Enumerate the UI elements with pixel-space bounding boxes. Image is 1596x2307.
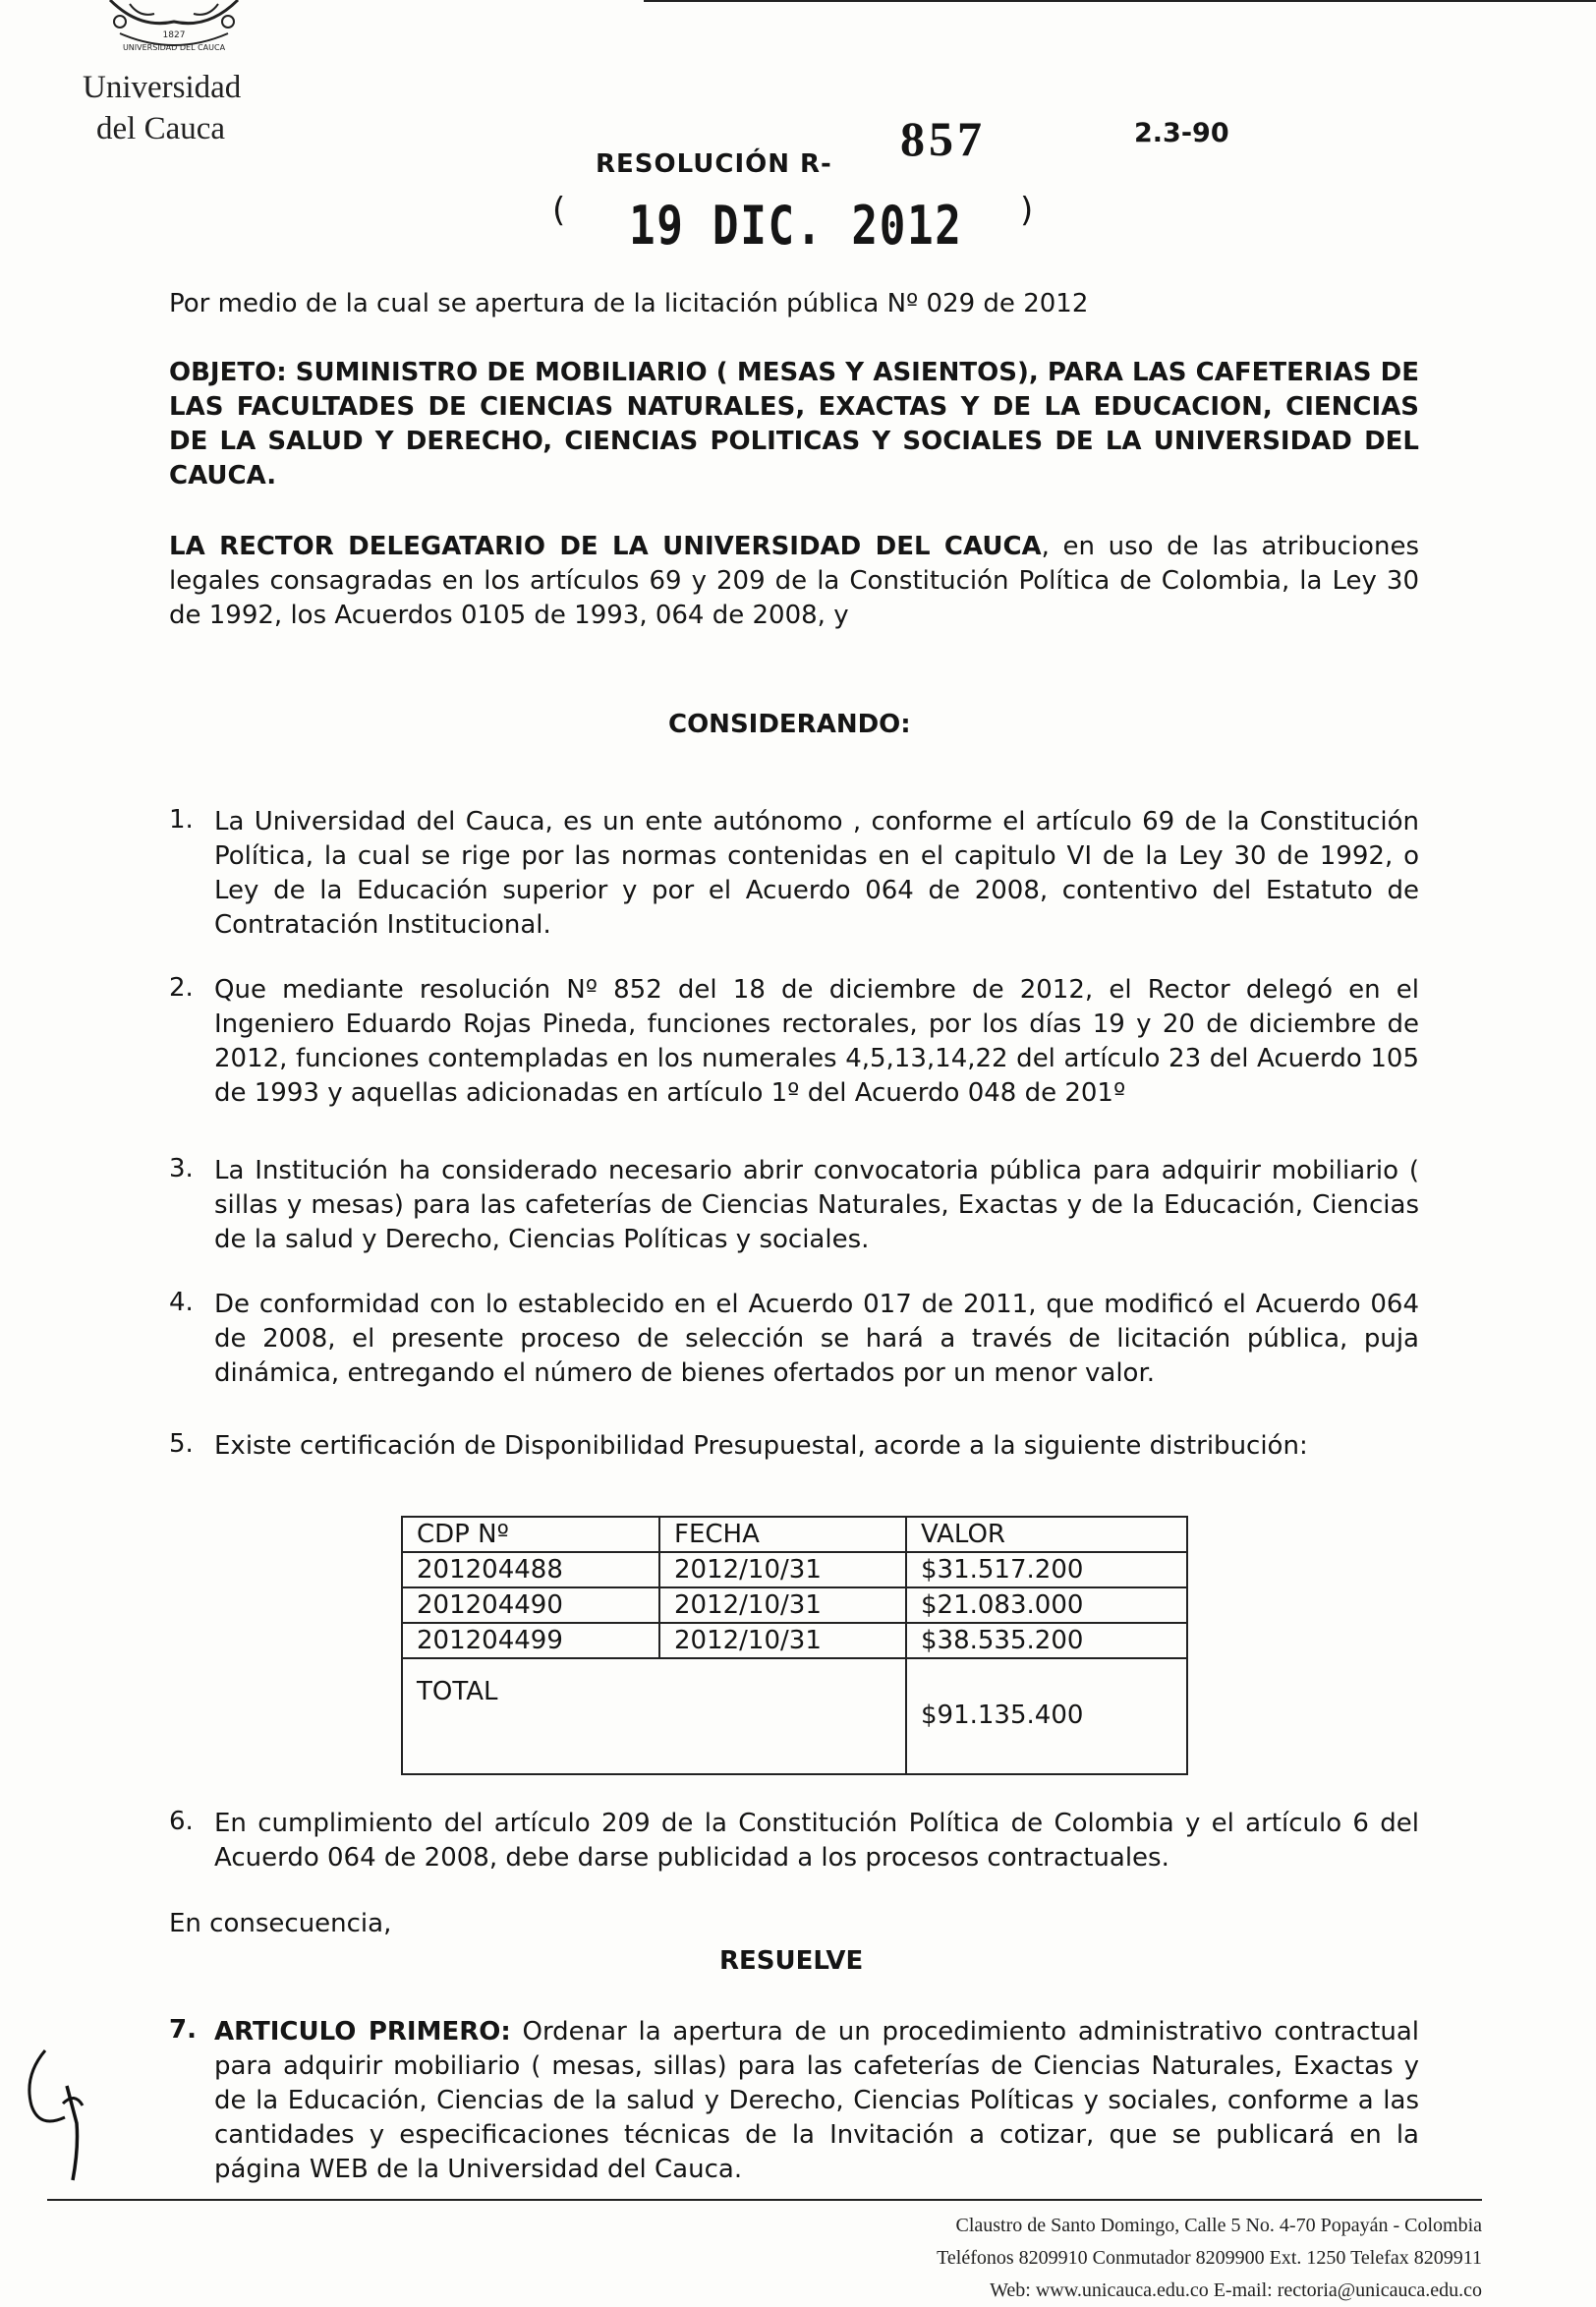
footer-address: Claustro de Santo Domingo, Calle 5 No. 4-70 Popayán - Colombia [955, 2215, 1482, 2236]
table-cell: 2012/10/31 [659, 1587, 906, 1623]
table-total-value: $91.135.400 [906, 1658, 1187, 1774]
header-rule [644, 0, 1596, 2]
considerando-5-number: 5. [169, 1429, 194, 1459]
paren-open: ( [552, 191, 566, 230]
table-cell: 2012/10/31 [659, 1552, 906, 1587]
table-row [402, 1552, 1187, 1587]
considerando-2-number: 2. [169, 973, 194, 1003]
considerando-2-text: Que mediante resolución Nº 852 del 18 de diciembre de 2012, el Rector delegó en el Ingeniero Eduardo Rojas Pineda, funciones rectorales, por los días 19 y 20 de diciembre de 2012, funciones contempladas en los numerales 4,5,13,14,22 del artículo 23 del Acuerdo 105 de 1993 y aquellas adicionadas en artículo 1º del Acuerdo 048 de 201º [214, 975, 1419, 1108]
considerando-4-number: 4. [169, 1288, 194, 1317]
objeto-paragraph: OBJETO: SUMINISTRO DE MOBILIARIO ( MESAS Y ASIENTOS), PARA LAS CAFETERIAS DE LAS FACULTADES DE CIENCIAS NATURALES, EXACTAS Y DE LA EDUCACION, CIENCIAS DE LA SALUD Y DERECHO, CIENCIAS POLITICAS Y SOCIALES DE LA UNIVERSIDAD DEL CAUCA. [169, 358, 1419, 490]
footer-phones: Teléfonos 8209910 Conmutador 8209900 Ext. 1250 Telefax 8209911 [937, 2247, 1482, 2269]
table-header-row [402, 1517, 1187, 1552]
svg-text:1827: 1827 [162, 30, 186, 40]
rector-paragraph [169, 530, 1419, 633]
footer-rule [47, 2199, 1482, 2201]
table-total-label: TOTAL [402, 1658, 906, 1774]
resolution-number: 857 [900, 111, 986, 166]
paren-close: ) [1020, 191, 1034, 230]
university-name [83, 67, 241, 149]
considerando-6-number: 6. [169, 1807, 194, 1836]
table-cell: 201204490 [402, 1587, 659, 1623]
rector-text: , en uso de las atribuciones legales consagradas en los artículos 69 y 209 de la Constitución Política de Colombia, la Ley 30 de 1992, los Acuerdos 0105 de 1993, 064 de 2008, y [169, 532, 1419, 630]
svg-text:UNIVERSIDAD DEL CAUCA: UNIVERSIDAD DEL CAUCA [122, 43, 226, 52]
university-seal-logo [81, 0, 267, 57]
footer-web-email: Web: www.unicauca.edu.co E-mail: rectoria@unicauca.edu.co [990, 2279, 1482, 2301]
cdp-table [401, 1516, 1188, 1775]
date-stamp: 19 DIC. 2012 [629, 195, 963, 257]
university-name-line1: Universidad [83, 70, 242, 105]
rector-title: LA RECTOR DELEGATARIO DE LA UNIVERSIDAD DEL CAUCA [169, 532, 1042, 561]
table-cell: 201204488 [402, 1552, 659, 1587]
considerando-5-text: Existe certificación de Disponibilidad Presupuestal, acorde a la siguiente distribución: [214, 1431, 1308, 1461]
table-total-row [402, 1658, 1187, 1774]
handwritten-initial-mark [18, 2047, 96, 2184]
table-header-cell: FECHA [659, 1517, 906, 1552]
resolution-label: RESOLUCIÓN R- [596, 149, 832, 179]
table-cell: $31.517.200 [906, 1552, 1187, 1587]
table-cell: 201204499 [402, 1623, 659, 1658]
articulo-primero-body: Ordenar la apertura de un procedimiento administrativo contractual para adquirir mobiliario ( mesas, sillas) para las cafeterías de Ciencias Naturales, Exactas y de la Educación, Ciencias de la salud y Derecho, Ciencias Políticas y sociales, conforme a las cantidades y especificaciones técnicas de la Invitación a cotizar, que se publicará en la página WEB de la Universidad del Cauca. [214, 2017, 1419, 2184]
articulo-primero-title: ARTICULO PRIMERO: [214, 2017, 511, 2047]
table-cell: $38.535.200 [906, 1623, 1187, 1658]
articulo-primero-number: 7. [169, 2015, 197, 2045]
footer-contact [629, 2210, 1482, 2307]
considerando-4-text: De conformidad con lo establecido en el Acuerdo 017 de 2011, que modificó el Acuerdo 064 de 2008, el presente proceso de selección se hará a través de licitación pública, puja dinámica, entregando el número de bienes ofertados por un menor valor. [214, 1290, 1419, 1388]
considerando-3-text: La Institución ha considerado necesario abrir convocatoria pública para adquirir mobiliario ( sillas y mesas) para las cafeterías de Ciencias Naturales, Exactas y de la Educación, Ciencias de la salud y Derecho, Ciencias Políticas y sociales. [214, 1156, 1419, 1254]
considerando-6-text: En cumplimiento del artículo 209 de la Constitución Política de Colombia y el artículo 6 del Acuerdo 064 de 2008, debe darse publicidad a los procesos contractuales. [214, 1809, 1419, 1873]
table-row [402, 1623, 1187, 1658]
university-name-line2: del Cauca [96, 111, 226, 146]
considerando-1-text: La Universidad del Cauca, es un ente autónomo , conforme el artículo 69 de la Constitución Política, la cual se rige por las normas contenidas en el capitulo VI de la Ley 30 de 1992, o Ley de la Educación superior y por el Acuerdo 064 de 2008, contentivo del Estatuto de Contratación Institucional. [214, 807, 1419, 940]
resuelve-heading: RESUELVE [719, 1946, 864, 1976]
considerando-heading: CONSIDERANDO: [668, 710, 911, 739]
document-code: 2.3-90 [1134, 118, 1229, 148]
intro-line: Por medio de la cual se apertura de la licitación pública Nº 029 de 2012 [169, 289, 1089, 318]
table-cell: 2012/10/31 [659, 1623, 906, 1658]
articulo-primero-text [214, 2015, 1419, 2187]
table-cell: $21.083.000 [906, 1587, 1187, 1623]
table-header-cell: CDP Nº [402, 1517, 659, 1552]
table-header-cell: VALOR [906, 1517, 1187, 1552]
considerando-1-number: 1. [169, 805, 194, 835]
table-row [402, 1587, 1187, 1623]
en-consecuencia: En consecuencia, [169, 1909, 392, 1938]
considerando-3-number: 3. [169, 1154, 194, 1183]
